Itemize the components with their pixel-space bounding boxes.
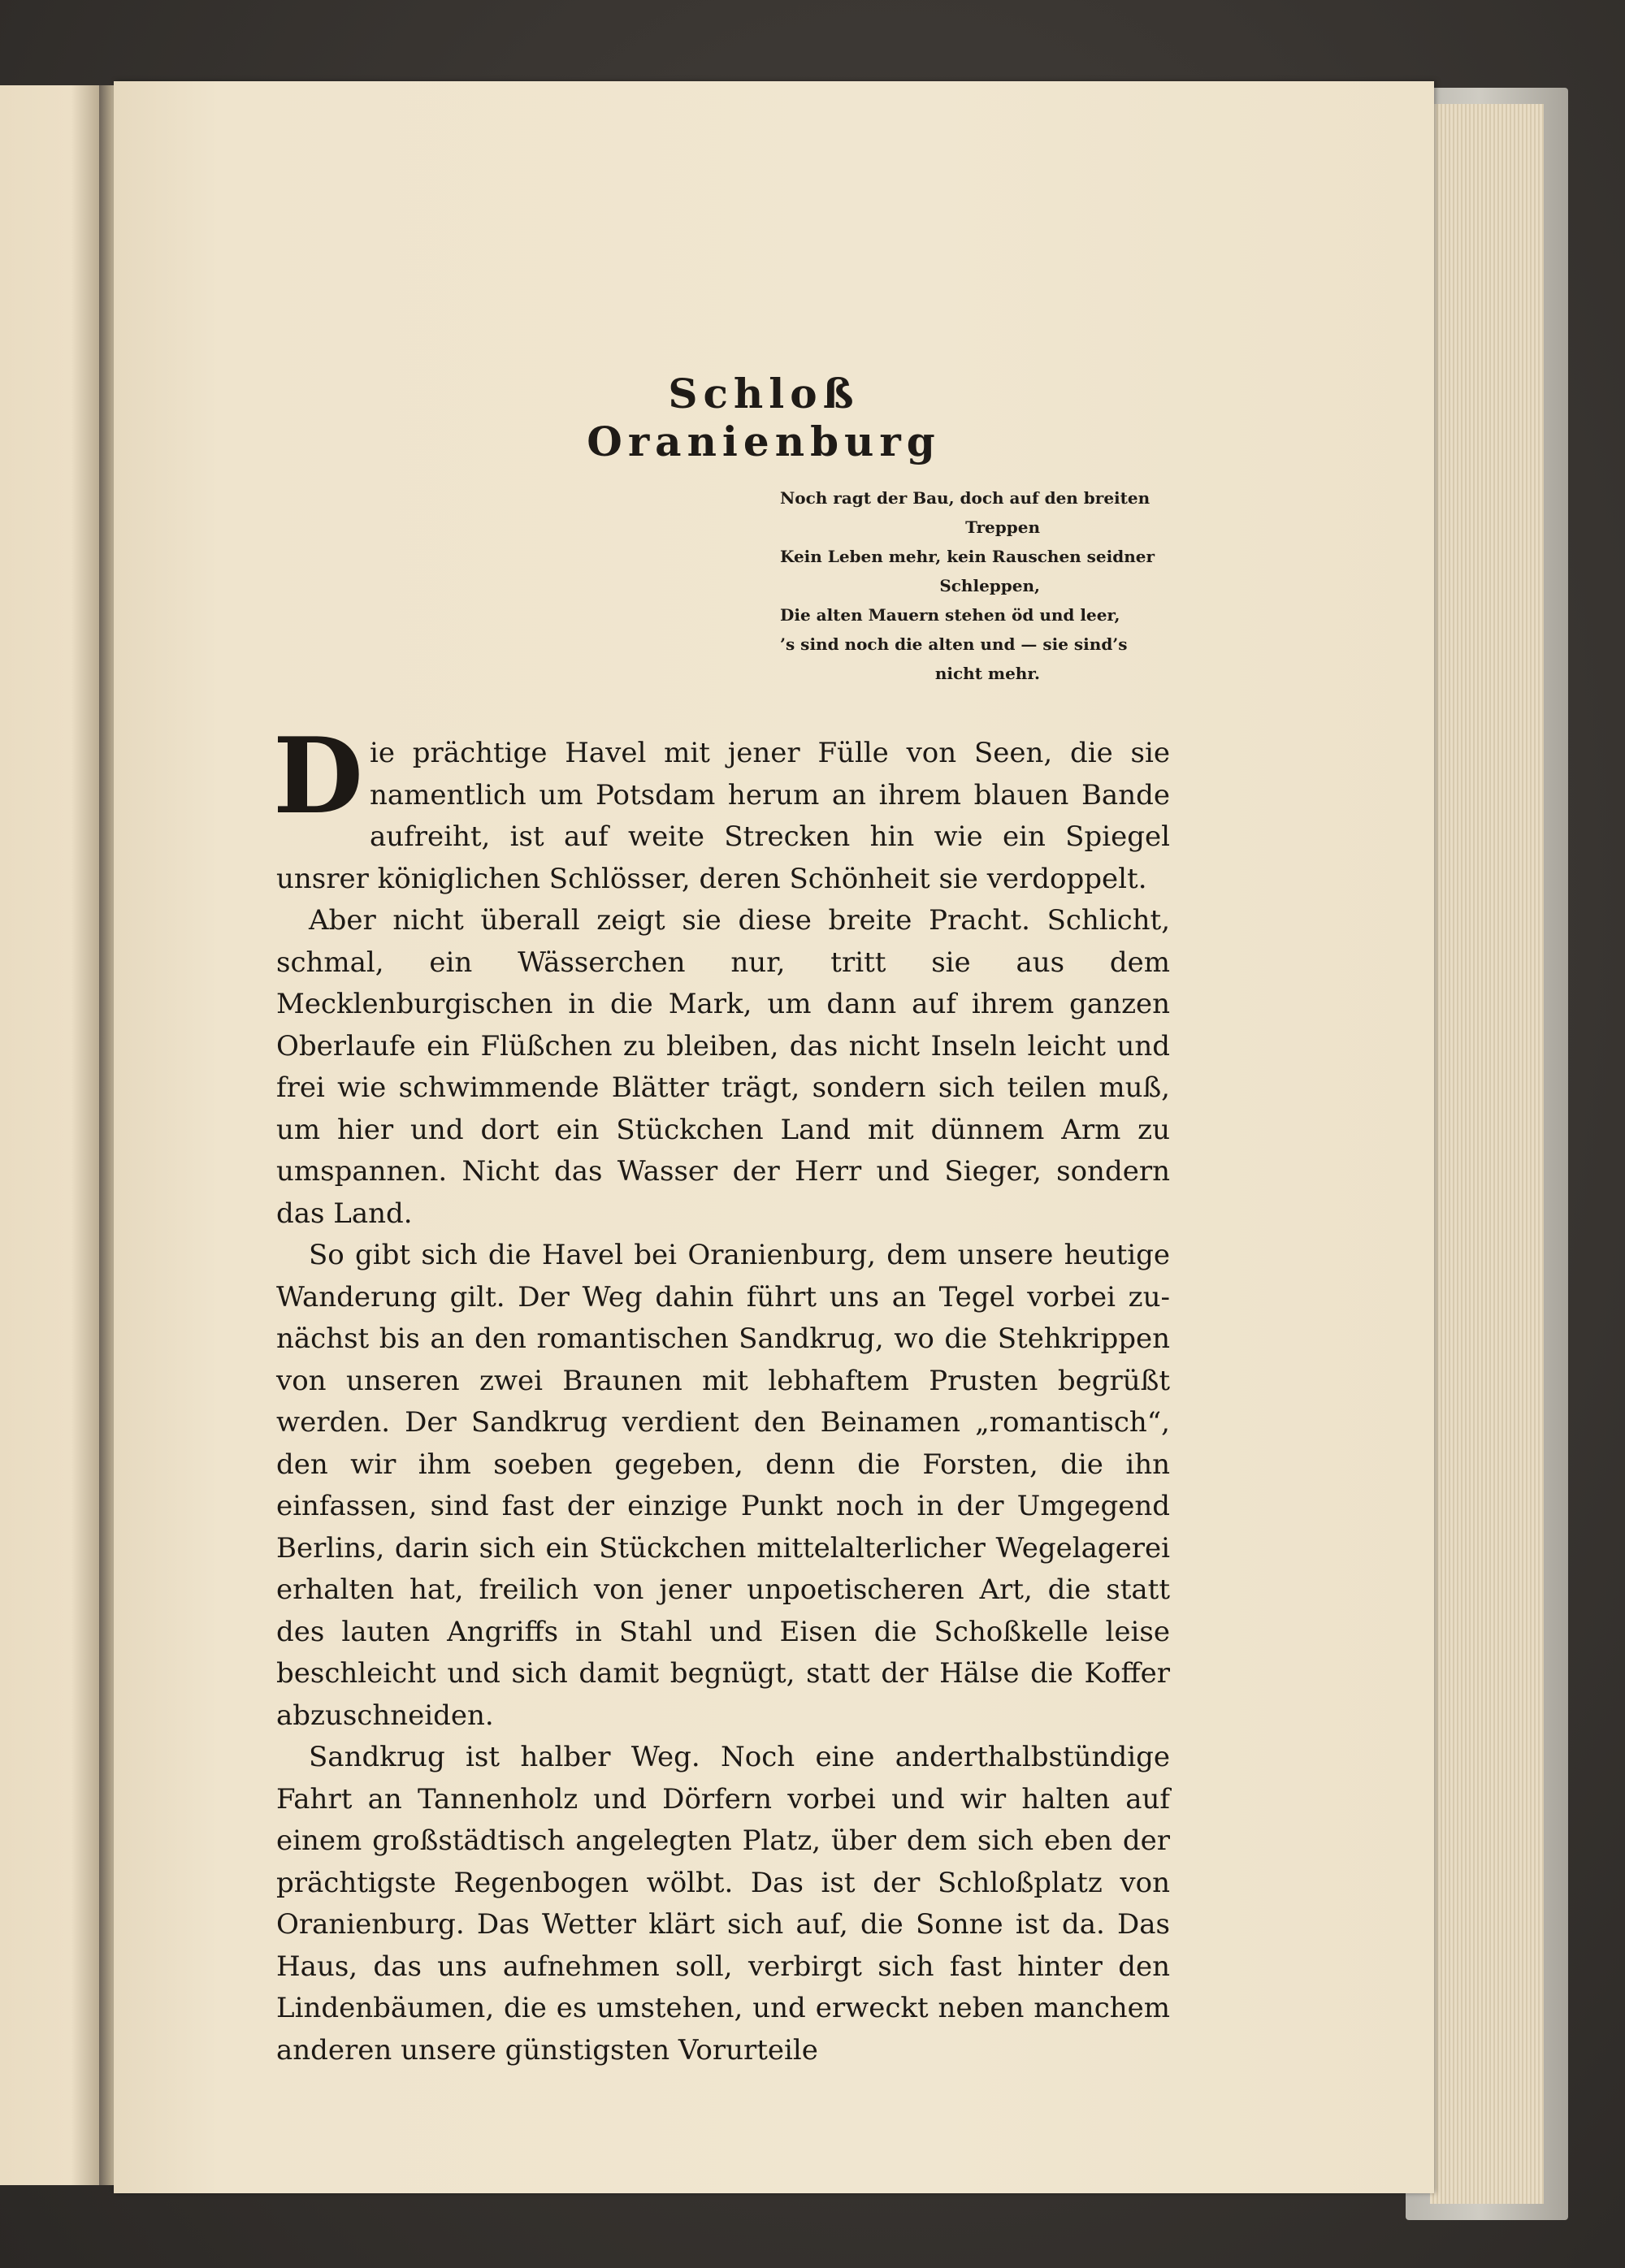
page-block-edge [1430,104,1544,2204]
epigraph-continuation: Treppen [965,517,1040,537]
epigraph-line: ’s sind noch die alten und — sie sind’s [780,634,1128,654]
epigraph-continuation: nicht mehr. [934,664,1040,683]
paragraph: Aber nicht überall zeigt sie diese breite Pracht. Schlicht, schmal, ein Wässerchen nur, tritt sie aus dem Mecklenburgischen in die Mark, um dann auf ihrem ganzen Oberlaufe ein Flüßchen zu bleiben, das nicht Inseln leicht und frei wie schwimmende Blätter trägt, sondern sich teilen muß, um hier und dort ein Stückchen Land mit dünnem Arm zu umspannen. Nicht das Wasser der Herr und Sieger, sondern das Land. [276,904,1170,1230]
title-block [504,370,1024,465]
epigraph-line: Kein Leben mehr, kein Rauschen seidner [780,547,1155,566]
epigraph [780,483,1178,688]
epigraph-line: Noch ragt der Bau, doch auf den breiten [780,488,1150,508]
drop-cap: D [273,716,363,838]
paragraph: So gibt sich die Havel bei Oranienburg, dem unsere heutige Wanderung gilt. Der Weg dahin führt uns an Tegel vorbei zunächst bis an den romantischen Sandkrug, wo die Stehkrippen von unseren zwei Braunen mit lebhaftem Prusten begrüßt werden. Der Sandkrug verdient den Beinamen „romantisch“, den wir ihm soeben gegeben, denn die Forsten, die ihn einfassen, sind fast der einzige Punkt noch in der Umgegend Berlins, darin sich ein Stückchen mittelalterlicher Wegelagerei erhalten hat, freilich von jener unpoetischeren Art, die statt des lauten Angriffs in Stahl und Eisen die Schoßkelle leise beschleicht und sich damit begnügt, statt der Hälse die Koffer abzuschneiden. [276,1239,1170,1732]
paragraph [273,716,1170,900]
body-text [273,716,1170,2071]
epigraph-continuation: Schleppen, [939,576,1040,595]
epigraph-line: Die alten Mauern stehen öd und leer, [780,605,1120,625]
paragraph: Sandkrug ist halber Weg. Noch eine anderthalbstündige Fahrt an Tannenholz und Dörfern vorbei und wir halten auf einem großstädtisch angelegten Platz, über dem sich eben der prächtigste Regenbogen wölbt. Das ist der Schloßplatz von Oranienburg. Das Wetter klärt sich auf, die Sonne ist da. Das Haus, das uns aufnehmen soll, verbirgt sich fast hinter den Lindenbäumen, die es umstehen, und erweckt neben manchem anderen unsere günstigsten Vorurteile [276,1741,1170,2067]
left-page-margin [0,85,102,2185]
paragraph-text: ie prächtige Havel mit jener Fülle von Seen, die sie namentlich um Potsdam herum an ihrem blauen Bande aufreiht, ist auf weite Strecken hin wie ein Spiegel unsrer königlichen Schlösser, deren Schönheit sie verdoppelt. [276,737,1170,895]
chapter-title: Schloß Oranienburg [587,370,941,465]
